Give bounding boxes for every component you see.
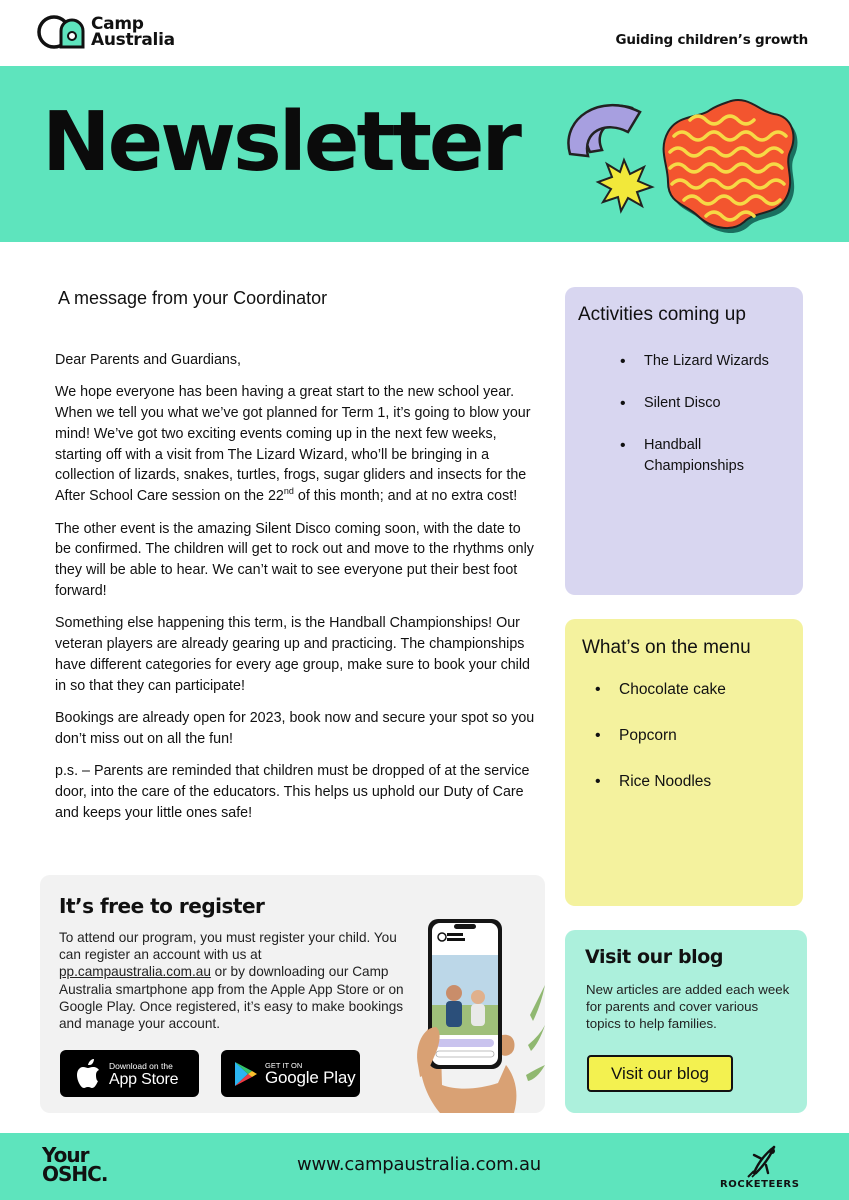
oshc-line-1: Your [42,1143,89,1167]
coordinator-letter [55,350,537,835]
menu-list [595,679,785,817]
hero-banner [0,66,849,242]
tagline: Guiding children’s growth [615,32,808,48]
paragraph-5: p.s. – Parents are reminded that children must be dropped of at the service door, into the care of the educators. This helps us uphold our Duty of Care and keeps your little ones safe! [55,763,530,821]
list-item: • Rice Noodles [595,771,785,793]
register-title: It’s free to register [59,894,265,918]
app-store-button[interactable] [60,1050,199,1097]
apple-icon [75,1059,101,1089]
decorative-shapes-icon [560,94,800,234]
paragraph-1-end: of this month; and at no extra cost! [293,488,518,505]
menu-panel [565,619,803,906]
camp-australia-logo[interactable] [37,14,175,50]
website-link[interactable]: www.campaustralia.com.au [297,1154,541,1175]
google-play-small-text: GET IT ON [265,1061,303,1070]
google-play-label: Google Play [265,1068,356,1087]
logo-line-1: Camp [91,14,144,34]
menu-title: What’s on the menu [582,637,751,658]
list-item: • Silent Disco [620,393,790,414]
blog-text: New articles are added each week for parents and cover various topics to help families. [586,982,790,1032]
rocketeers-text: ROCKETEERS [720,1179,800,1190]
blog-panel [565,930,807,1113]
salutation: Dear Parents and Guardians, [55,352,241,368]
paragraph-4: Bookings are already open for 2023, book now and secure your spot so you don’t miss out on all the fun! [55,709,535,747]
register-text [59,929,404,1032]
register-text-end: or by downloading our Camp Australia smartphone app from the Apple App Store or on Google Play. Once registered, it’s easy to make bookings and manage your account. [59,964,404,1032]
ordinal-suffix: nd [283,486,294,497]
rocketeers-logo[interactable] [718,1141,810,1193]
camp-australia-logo-icon [37,14,89,50]
app-store-label: App Store [109,1071,179,1088]
list-item: • The Lizard Wizards [620,351,790,372]
list-item: • Handball Championships [620,435,790,477]
list-item: • Chocolate cake [595,679,785,701]
logo-wordmark [91,16,175,48]
activities-list [620,351,790,498]
paragraph-1 [55,382,537,507]
paragraph-1-text: We hope everyone has been having a great start to the new school year. When we tell you what we’ve got planned for Term 1, it’s going to blow your mind! We’ve got two exciting events coming up in the next few weeks, starting off with a visit from The Lizard Wizard, who’ll be bringing in a collection of lizards, snakes, turtles, frogs, sugar gliders and insects for the After School Care session on the 22 [55,384,531,505]
rocket-icon [718,1141,810,1179]
blog-title: Visit our blog [585,946,724,968]
google-play-button[interactable] [221,1050,360,1097]
message-title: A message from your Coordinator [58,288,328,308]
register-link[interactable]: pp.campaustralia.com.au [59,964,211,980]
visit-blog-button[interactable]: Visit our blog [587,1055,733,1092]
footer [0,1133,849,1200]
register-text-start: To attend our program, you must register your child. You can register an account with us at [59,930,397,963]
oshc-line-2: OSHC. [42,1162,108,1186]
paragraph-3: Something else happening this term, is the Handball Championships! Our veteran players are already gearing up and practicing. The championships have different categories for every age group, make sure to book your child in so that they can participate! [55,615,530,694]
activities-panel [565,287,803,595]
paragraph-2: The other event is the amazing Silent Disco coming soon, with the date to be confirmed. The children will get to rock out and move to the rhythms only they will be able to hear. We can’t wait to see everyone put their best foot forward! [55,520,534,599]
list-item: • Popcorn [595,725,785,747]
logo-line-2: Australia [91,30,175,50]
app-store-small-text: Download on the [109,1061,173,1071]
your-oshc-logo[interactable] [42,1143,108,1186]
newsletter-title: Newsletter [42,95,519,190]
phone-in-hand-image [410,915,545,1113]
top-bar [0,0,849,66]
google-play-icon [234,1061,258,1087]
register-box [40,875,545,1113]
activities-title: Activities coming up [578,304,746,325]
